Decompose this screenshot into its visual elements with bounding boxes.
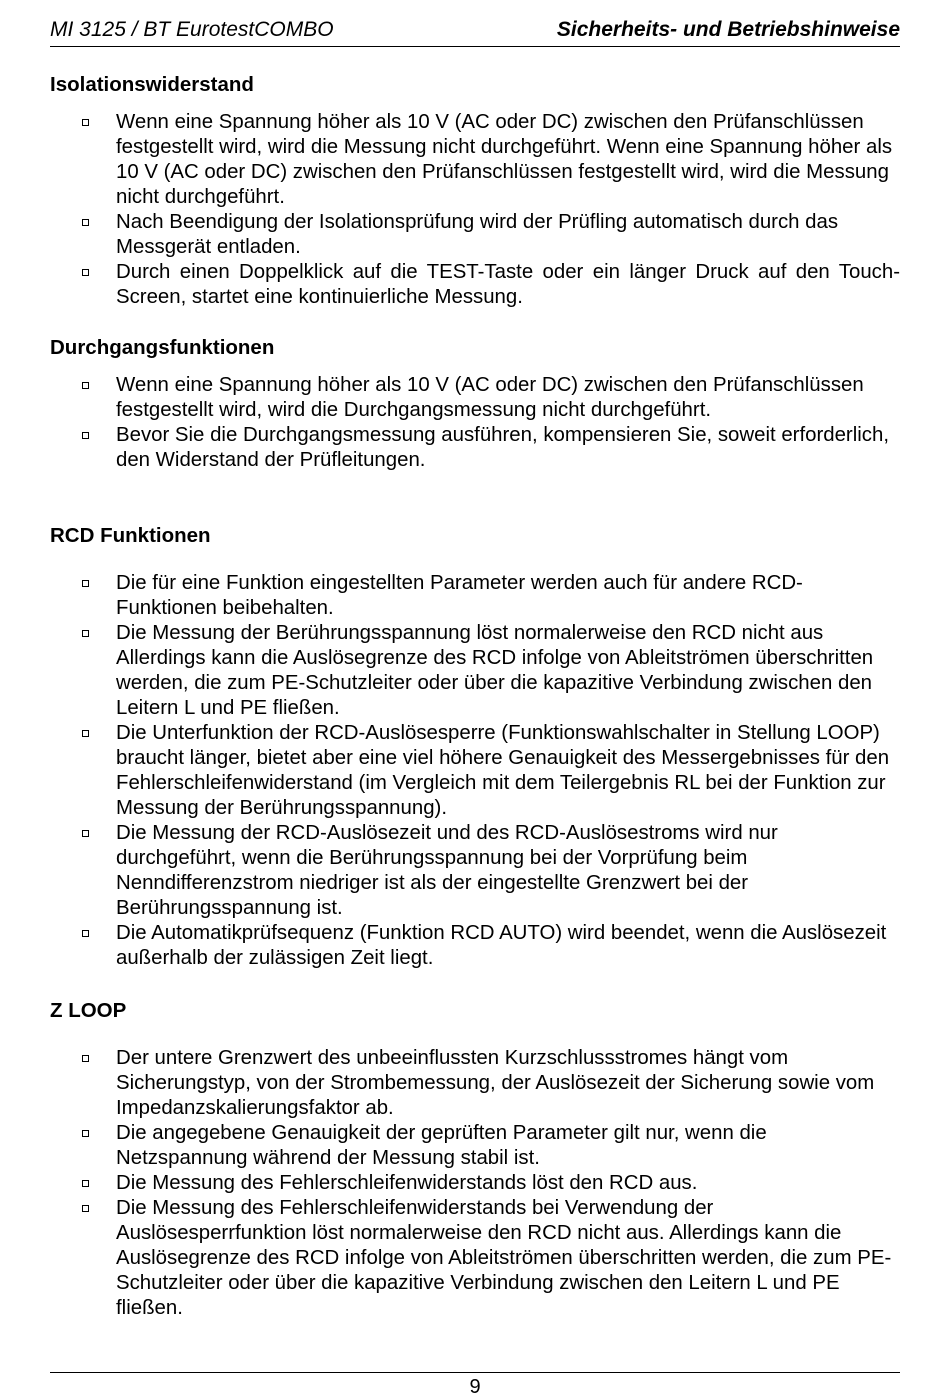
list-item-text: Die Messung der Berührungsspannung löst normalerweise den RCD nicht aus Allerdings kann die Auslösegrenze des RCD infolge von Ableitströmen überschritten werden, die zum PE-Schutzleiter oder über die kapazitive Verbindung zwischen den Leitern L und PE fließen.	[116, 622, 874, 719]
checkbox-bullet-icon	[82, 1130, 89, 1137]
list-item	[50, 1121, 900, 1171]
list-item	[50, 423, 900, 473]
checkbox-bullet-icon	[82, 830, 89, 837]
list-item-text: Wenn eine Spannung höher als 10 V (AC oder DC) zwischen den Prüfanschlüssen festgestellt wird, wird die Durchgangsmessung nicht durchgeführt.	[116, 374, 864, 421]
section-rcd-funktionen	[50, 523, 900, 971]
page-number: 9	[469, 1376, 481, 1398]
checkbox-bullet-icon	[82, 269, 89, 276]
list-item	[50, 1171, 900, 1196]
list-item	[50, 110, 900, 210]
document-title: MI 3125 / BT EurotestCOMBO	[50, 18, 334, 41]
list-item-text: Die Messung der RCD-Auslösezeit und des RCD-Auslösestroms wird nur durchgeführt, wenn die Berührungsspannung bei der Vorprüfung beim Nenndifferenzstrom niedriger ist als der eingestellte Grenzwert bei der Berührungsspannung ist.	[116, 822, 778, 919]
section-heading: Z LOOP	[50, 999, 127, 1022]
list-item-text: Wenn eine Spannung höher als 10 V (AC oder DC) zwischen den Prüfanschlüssen festgestellt wird, wird die Messung nicht durchgeführt. Wenn eine Spannung höher als 10 V (AC oder DC) zwischen den Prüfanschlüssen festgestellt wird, wird die Messung nicht durchgeführt.	[116, 111, 893, 208]
list-item	[50, 1196, 900, 1321]
list-item	[50, 571, 900, 621]
checkbox-bullet-icon	[82, 930, 89, 937]
checkbox-bullet-icon	[82, 1205, 89, 1212]
list-item	[50, 821, 900, 921]
list-item	[50, 921, 900, 971]
checkbox-bullet-icon	[82, 730, 89, 737]
list-item	[50, 721, 900, 821]
bullet-list	[50, 1046, 900, 1321]
list-item-text: Die Messung des Fehlerschleifenwiderstands löst den RCD aus.	[116, 1172, 698, 1194]
list-item-text: Die Unterfunktion der RCD-Auslösesperre (Funktionswahlschalter in Stellung LOOP) braucht länger, bietet aber eine viel höhere Genauigkeit des Messergebnisses für den Fehlerschleifenwiderstand (im Vergleich mit dem Teilergebnis RL bei der Funktion zur Messung der Berührungsspannung).	[116, 722, 890, 819]
section-heading: RCD Funktionen	[50, 524, 211, 547]
checkbox-bullet-icon	[82, 1180, 89, 1187]
section-durchgangsfunktionen	[50, 335, 900, 473]
section-heading: Isolationswiderstand	[50, 73, 254, 96]
checkbox-bullet-icon	[82, 580, 89, 587]
checkbox-bullet-icon	[82, 219, 89, 226]
checkbox-bullet-icon	[82, 119, 89, 126]
bullet-list	[50, 373, 900, 473]
checkbox-bullet-icon	[82, 1055, 89, 1062]
list-item	[50, 373, 900, 423]
bullet-list	[50, 110, 900, 310]
chapter-title: Sicherheits- und Betriebshinweise	[556, 18, 900, 41]
list-item-text: Nach Beendigung der Isolationsprüfung wird der Prüfling automatisch durch das Messgerät entladen.	[116, 211, 839, 258]
list-item-text: Der untere Grenzwert des unbeeinflussten Kurzschlussstromes hängt vom Sicherungstyp, von der Strombemessung, der Auslösezeit der Sicherung sowie vom Impedanzskalierungsfaktor ab.	[116, 1047, 875, 1119]
section-z-loop	[50, 998, 900, 1321]
list-item-text: Die für eine Funktion eingestellten Parameter werden auch für andere RCD-Funktionen beibehalten.	[116, 572, 803, 619]
list-item-text: Die Messung des Fehlerschleifenwiderstands bei Verwendung der Auslösesperrfunktion löst normalerweise den RCD nicht aus. Allerdings kann die Auslösegrenze des RCD infolge von Ableitströmen überschritten werden, die zum PE-Schutzleiter oder über die kapazitive Verbindung zwischen den Leitern L und PE fließen.	[116, 1197, 892, 1319]
list-item-text: Die Automatikprüfsequenz (Funktion RCD AUTO) wird beendet, wenn die Auslösezeit außerhalb der zulässigen Zeit liegt.	[116, 922, 887, 969]
list-item	[50, 260, 900, 310]
checkbox-bullet-icon	[82, 382, 89, 389]
page-header	[50, 18, 900, 47]
list-item	[50, 621, 900, 721]
list-item	[50, 210, 900, 260]
section-heading: Durchgangsfunktionen	[50, 336, 275, 359]
bullet-list	[50, 571, 900, 971]
list-item-text: Bevor Sie die Durchgangsmessung ausführen, kompensieren Sie, soweit erforderlich, den Widerstand der Prüfleitungen.	[116, 424, 889, 471]
list-item-text: Die angegebene Genauigkeit der geprüften Parameter gilt nur, wenn die Netzspannung während der Messung stabil ist.	[116, 1122, 767, 1169]
list-item	[50, 1046, 900, 1121]
list-item-text: Durch einen Doppelklick auf die TEST-Taste oder ein länger Druck auf den Touch-Screen, startet eine kontinuierliche Messung.	[116, 261, 900, 308]
checkbox-bullet-icon	[82, 630, 89, 637]
footer-divider	[50, 1372, 900, 1373]
checkbox-bullet-icon	[82, 432, 89, 439]
section-isolationswiderstand	[50, 72, 900, 310]
